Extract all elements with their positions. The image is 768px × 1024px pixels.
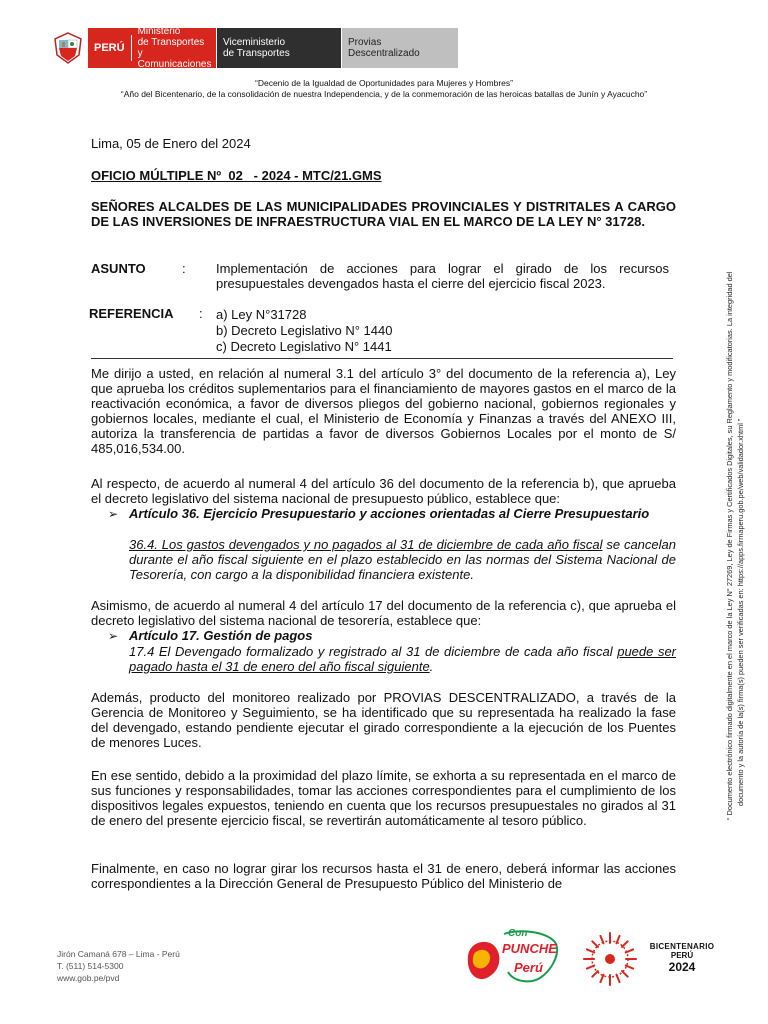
bicentenario-year: 2024 <box>668 960 696 974</box>
bicentenario-emblem-icon <box>581 930 639 988</box>
signature-note-line-2: documento y la autoría de la(s) firma(s) pueden ser verificadas en: https://apps.firmaperu.gob.pe/web/validador.xhtml ” <box>736 418 745 806</box>
article-17-text <box>129 644 676 674</box>
coat-of-arms-icon <box>48 28 88 68</box>
arrow-bullet-icon: ➢ <box>108 629 119 643</box>
referencia-label: REFERENCIA <box>89 306 174 321</box>
footer-address: Jirón Camaná 678 – Lima - Perú <box>57 949 180 959</box>
header-logo-bar <box>48 28 492 68</box>
article-36-rest: se cancelan durante el año fiscal siguiente en el plazo establecido en las normas del Sistema Nacional de Tesorería, con cargo a la disponibilidad financiera existente. <box>129 537 676 582</box>
paragraph-1: Me dirijo a usted, en relación al numeral 3.1 del artículo 3° del documento de la referencia a), Ley que aprueba los créditos suplementarios para el financiamiento de mayores gastos en el marco de la reactivación económica, a favor de diversos pliegos del gobierno nacional, gobiernos regionales y gobiernos locales, mediante el cual, el Ministerio de Economía y Finanzas a través del ANEXO III, autoriza la transferencia de partidas a favor de diversos Gobiernos Locales por el monto de S/ 485,016,534.00. <box>91 366 676 456</box>
provias-line-2: Descentralizado <box>348 48 420 59</box>
ministerio-line-3: y Comunicaciones <box>137 48 212 70</box>
article-17-body: 17.4 El Devengado formalizado y registrado al 31 de diciembre de cada año fiscal <box>129 644 618 659</box>
paragraph-6: Finalmente, en caso no lograr girar los recursos hasta el 31 de enero, deberá informar las acciones correspondientes a la Dirección General de Presupuesto Público del Ministerio de <box>91 861 676 891</box>
footer-website: www.gob.pe/pvd <box>57 973 120 983</box>
referencia-item: c) Decreto Legislativo N° 1441 <box>216 339 392 354</box>
article-36-underlined: 36.4. Los gastos devengados y no pagados al 31 de diciembre de cada año fiscal <box>129 537 603 552</box>
article-17-underlined: puede ser pagado hasta el 31 de enero del año fiscal siguiente <box>129 644 676 674</box>
bicentenario-text <box>644 942 720 974</box>
viceministerio-line-2: de Transportes <box>223 48 290 59</box>
peru-brand-block <box>88 28 216 68</box>
peru-label: Perú <box>514 960 543 975</box>
referencia-list <box>216 307 516 355</box>
bicentenario-label: BICENTENARIO <box>649 942 715 951</box>
viceministerio-block <box>217 28 341 68</box>
footer-contact <box>57 948 180 984</box>
asunto-label: ASUNTO <box>91 261 146 276</box>
letter-date: Lima, 05 de Enero del 2024 <box>91 136 251 151</box>
article-17-title: Artículo 17. Gestión de pagos <box>129 628 313 643</box>
arrow-bullet-icon: ➢ <box>108 507 119 521</box>
peru-label: PERÚ <box>88 35 132 61</box>
article-36-text <box>129 537 676 582</box>
ministerio-label <box>132 26 216 70</box>
con-label: Con <box>508 928 528 939</box>
oficio-number: OFICIO MÚLTIPLE Nº 02 - 2024 - MTC/21.GMS <box>91 168 382 183</box>
article-36-title: Artículo 36. Ejercicio Presupuestario y acciones orientadas al Cierre Presupuestario <box>129 506 650 521</box>
separator-line <box>91 358 673 359</box>
anio-motto: “Año del Bicentenario, de la consolidación de nuestra Independencia, y de la conmemoración de las heroicas batallas de Junín y Ayacucho” <box>120 89 648 99</box>
punche-label: PUNCHE <box>502 941 557 956</box>
decenio-motto: “Decenio de la Igualdad de Oportunidades para Mujeres y Hombres” <box>255 78 513 88</box>
provias-block <box>342 28 458 68</box>
bicentenario-peru: PERÚ <box>670 951 694 960</box>
ministerio-line-1: Ministerio <box>137 26 181 37</box>
referencia-colon: : <box>199 306 203 321</box>
referencia-item: a) Ley N°31728 <box>216 307 307 322</box>
signature-note-line-1: “ Documento electrónico firmado digitalmente en el marco de la Ley N° 27269, Ley de Firmas y Certificados Digitales, su Reglamento y modificatorias. La integridad del <box>725 271 734 820</box>
footer-phone: T. (511) 514-5300 <box>57 961 124 971</box>
paragraph-4: Además, producto del monitoreo realizado por PROVIAS DESCENTRALIZADO, a través de la Gerencia de Monitoreo y Seguimiento, se ha identificado que su representada ha realizado la fase del devengado, estando pendiente ejecutar el girado correspondiente a la ejecución de los Puentes de menores Luces. <box>91 690 676 750</box>
con-punche-peru-logo <box>460 926 564 990</box>
paragraph-3: Asimismo, de acuerdo al numeral 4 del artículo 17 del documento de la referencia c), que aprueba el decreto legislativo del sistema nacional de tesorería, establece que: <box>91 598 676 628</box>
asunto-colon: : <box>182 261 186 276</box>
viceministerio-line-1: Viceministerio <box>223 37 286 48</box>
referencia-item: b) Decreto Legislativo N° 1440 <box>216 323 393 338</box>
article-17-end: . <box>429 659 434 674</box>
paragraph-2: Al respecto, de acuerdo al numeral 4 del artículo 36 del documento de la referencia b), que aprueba el decreto legislativo del sistema nacional de presupuesto público, establece que: <box>91 476 676 506</box>
provias-line-1: Provias <box>348 37 382 48</box>
addressee: SEÑORES ALCALDES DE LAS MUNICIPALIDADES PROVINCIALES Y DISTRITALES A CARGO DE LAS INVERSIONES DE INFRAESTRUCTURA VIAL EN EL MARCO DE LA LEY N° 31728. <box>91 199 676 229</box>
asunto-text: Implementación de acciones para lograr el girado de los recursos presupuestales devengados hasta el cierre del ejercicio fiscal 2023. <box>216 261 669 291</box>
ministerio-line-2: de Transportes <box>137 37 205 48</box>
digital-signature-note <box>724 160 764 820</box>
paragraph-5: En ese sentido, debido a la proximidad del plazo límite, se exhorta a su representada en el marco de sus funciones y responsabilidades, tomar las acciones correspondientes para el cumplimiento de los dispositivos legales expuestos, teniendo en cuenta que los recursos presupuestales no girados al 31 de enero del presente ejercicio fiscal, se revertirán automáticamente al tesoro público. <box>91 768 676 828</box>
